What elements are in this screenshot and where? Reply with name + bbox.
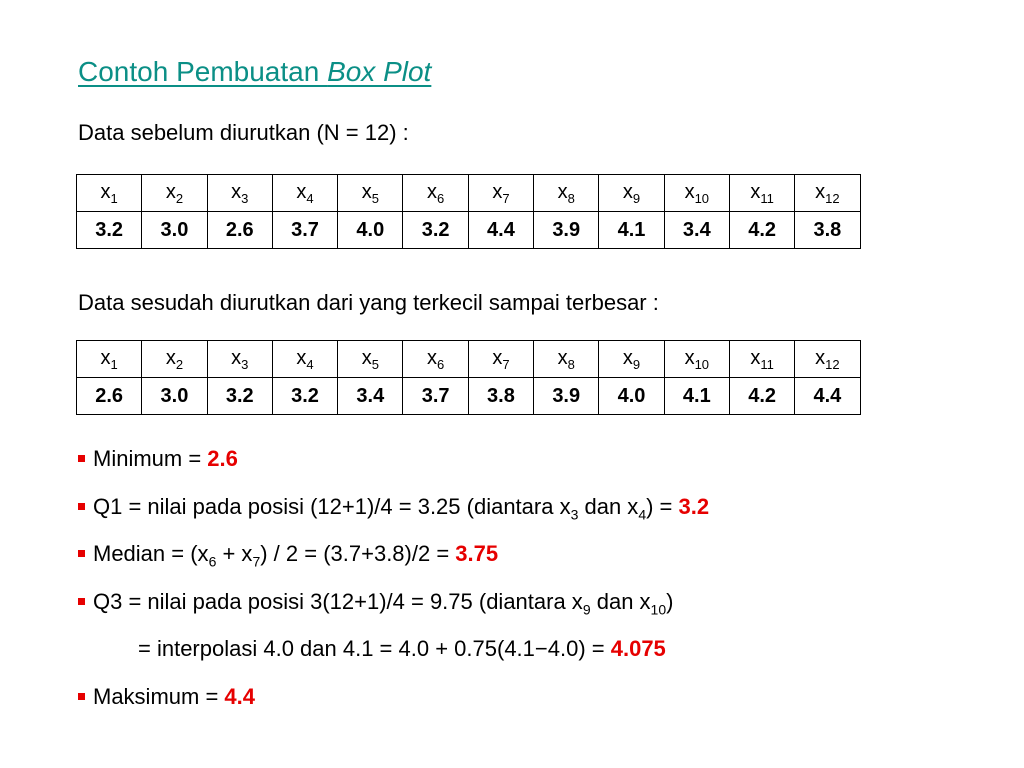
column-header bbox=[272, 175, 337, 212]
data-cell: 4.0 bbox=[599, 378, 664, 415]
bullet-icon bbox=[78, 598, 85, 605]
column-header bbox=[534, 175, 599, 212]
q1-value: 3.2 bbox=[678, 494, 710, 519]
data-cell: 3.4 bbox=[338, 378, 403, 415]
data-cell: 3.8 bbox=[468, 378, 533, 415]
q3-text: Q3 = nilai pada posisi 3(12+1)/4 = 9.75 (diantara x bbox=[93, 589, 583, 614]
data-cell: 4.4 bbox=[468, 212, 533, 249]
header-subscript: 1 bbox=[110, 356, 118, 372]
header-var: x bbox=[492, 346, 503, 369]
bullet-icon bbox=[78, 693, 85, 700]
q3-value: 4.075 bbox=[610, 636, 666, 661]
header-var: x bbox=[684, 346, 695, 369]
maximum-value: 4.4 bbox=[224, 684, 256, 709]
median-text: + x bbox=[216, 541, 253, 566]
q3-sub: 9 bbox=[582, 601, 591, 618]
column-header bbox=[207, 341, 272, 378]
data-cell: 3.7 bbox=[403, 378, 468, 415]
header-var: x bbox=[815, 180, 826, 203]
q1-text: Q1 = nilai pada posisi (12+1)/4 = 3.25 (diantara x bbox=[93, 494, 571, 519]
data-cell: 3.9 bbox=[534, 212, 599, 249]
median-value: 3.75 bbox=[455, 541, 499, 566]
header-var: x bbox=[815, 346, 826, 369]
column-header bbox=[599, 341, 664, 378]
data-cell: 2.6 bbox=[207, 212, 272, 249]
data-cell: 3.0 bbox=[142, 212, 207, 249]
header-subscript: 7 bbox=[502, 356, 510, 372]
header-var: x bbox=[165, 346, 176, 369]
header-subscript: 12 bbox=[825, 190, 840, 206]
data-cell: 3.2 bbox=[403, 212, 468, 249]
header-var: x bbox=[100, 180, 111, 203]
data-cell: 4.1 bbox=[664, 378, 729, 415]
header-subscript: 6 bbox=[437, 356, 445, 372]
header-subscript: 7 bbox=[502, 190, 510, 206]
header-subscript: 3 bbox=[241, 190, 249, 206]
unsorted-data-table bbox=[76, 174, 861, 249]
header-var: x bbox=[427, 180, 438, 203]
column-header bbox=[468, 341, 533, 378]
column-header bbox=[729, 175, 794, 212]
header-subscript: 8 bbox=[567, 356, 575, 372]
header-var: x bbox=[492, 180, 503, 203]
bullet-icon bbox=[78, 503, 85, 510]
data-cell: 4.4 bbox=[795, 378, 860, 415]
header-subscript: 4 bbox=[306, 356, 314, 372]
header-var: x bbox=[622, 180, 633, 203]
stat-maximum bbox=[78, 684, 255, 710]
header-subscript: 10 bbox=[694, 356, 710, 372]
q3-sub: 10 bbox=[650, 601, 667, 618]
header-row bbox=[77, 175, 861, 212]
data-cell: 4.2 bbox=[729, 378, 794, 415]
header-subscript: 9 bbox=[632, 356, 641, 372]
header-var: x bbox=[361, 180, 372, 203]
sorted-data-table bbox=[76, 340, 861, 415]
data-cell: 3.0 bbox=[142, 378, 207, 415]
title-italic: Box Plot bbox=[327, 56, 432, 87]
maximum-label: Maksimum = bbox=[93, 684, 225, 709]
header-subscript: 8 bbox=[567, 190, 575, 206]
slide-title bbox=[78, 56, 431, 88]
header-subscript: 5 bbox=[371, 190, 379, 206]
header-subscript: 5 bbox=[371, 356, 379, 372]
header-subscript: 12 bbox=[825, 356, 840, 372]
unsorted-data-label: Data sebelum diurutkan (N = 12) : bbox=[78, 120, 409, 145]
header-subscript: 2 bbox=[175, 190, 184, 206]
stat-q1 bbox=[78, 494, 709, 522]
stat-q3 bbox=[78, 589, 673, 617]
minimum-label: Minimum = bbox=[93, 446, 208, 471]
q1-sub: 3 bbox=[570, 506, 579, 523]
q1-sub: 4 bbox=[638, 506, 647, 523]
data-cell: 2.6 bbox=[77, 378, 142, 415]
header-var: x bbox=[231, 346, 242, 369]
column-header bbox=[403, 175, 468, 212]
column-header bbox=[338, 175, 403, 212]
median-text: Median = (x bbox=[93, 541, 209, 566]
values-row bbox=[77, 378, 861, 415]
header-subscript: 10 bbox=[694, 190, 710, 206]
header-var: x bbox=[557, 180, 568, 203]
title-prefix: Contoh Pembuatan bbox=[78, 56, 328, 87]
column-header bbox=[795, 175, 860, 212]
minimum-value: 2.6 bbox=[207, 446, 238, 471]
header-var: x bbox=[361, 346, 372, 369]
header-subscript: 6 bbox=[437, 190, 445, 206]
header-var: x bbox=[100, 346, 111, 369]
column-header bbox=[142, 341, 207, 378]
column-header bbox=[338, 341, 403, 378]
data-cell: 3.2 bbox=[207, 378, 272, 415]
data-cell: 3.8 bbox=[795, 212, 860, 249]
column-header bbox=[664, 341, 729, 378]
column-header bbox=[272, 341, 337, 378]
header-subscript: 11 bbox=[760, 190, 774, 206]
data-cell: 3.9 bbox=[534, 378, 599, 415]
header-subscript: 2 bbox=[175, 356, 184, 372]
column-header bbox=[534, 341, 599, 378]
median-sub: 6 bbox=[208, 553, 217, 570]
column-header bbox=[77, 175, 142, 212]
column-header bbox=[664, 175, 729, 212]
header-subscript: 9 bbox=[632, 190, 641, 206]
header-subscript: 11 bbox=[760, 356, 774, 372]
header-row bbox=[77, 341, 861, 378]
stat-q3-continuation bbox=[138, 636, 666, 662]
column-header bbox=[599, 175, 664, 212]
header-var: x bbox=[684, 180, 695, 203]
data-cell: 3.4 bbox=[664, 212, 729, 249]
header-var: x bbox=[750, 180, 761, 203]
header-var: x bbox=[231, 180, 242, 203]
q1-text: ) = bbox=[646, 494, 679, 519]
bullet-icon bbox=[78, 550, 85, 557]
header-var: x bbox=[622, 346, 633, 369]
data-cell: 4.1 bbox=[599, 212, 664, 249]
data-cell: 3.7 bbox=[272, 212, 337, 249]
header-subscript: 1 bbox=[110, 190, 118, 206]
header-var: x bbox=[165, 180, 176, 203]
column-header bbox=[729, 341, 794, 378]
median-sub: 7 bbox=[252, 553, 261, 570]
data-cell: 4.0 bbox=[338, 212, 403, 249]
values-row bbox=[77, 212, 861, 249]
column-header bbox=[403, 341, 468, 378]
column-header bbox=[207, 175, 272, 212]
column-header bbox=[142, 175, 207, 212]
stat-minimum bbox=[78, 446, 238, 472]
header-subscript: 3 bbox=[241, 356, 249, 372]
q3-interpolation-text: = interpolasi 4.0 dan 4.1 = 4.0 + 0.75(4.1−4.0) = bbox=[138, 636, 611, 661]
bullet-icon bbox=[78, 455, 85, 462]
data-cell: 3.2 bbox=[77, 212, 142, 249]
data-cell: 3.2 bbox=[272, 378, 337, 415]
column-header bbox=[795, 341, 860, 378]
q3-text: ) bbox=[666, 589, 674, 614]
data-cell: 4.2 bbox=[729, 212, 794, 249]
q3-text: dan x bbox=[590, 589, 651, 614]
column-header bbox=[77, 341, 142, 378]
column-header bbox=[468, 175, 533, 212]
median-text: ) / 2 = (3.7+3.8)/2 = bbox=[260, 541, 456, 566]
header-var: x bbox=[557, 346, 568, 369]
stat-median bbox=[78, 541, 498, 569]
header-var: x bbox=[296, 180, 307, 203]
header-var: x bbox=[750, 346, 761, 369]
header-var: x bbox=[296, 346, 307, 369]
header-subscript: 4 bbox=[306, 190, 314, 206]
header-var: x bbox=[427, 346, 438, 369]
sorted-data-label: Data sesudah diurutkan dari yang terkecil sampai terbesar : bbox=[78, 290, 659, 315]
q1-text: dan x bbox=[578, 494, 639, 519]
